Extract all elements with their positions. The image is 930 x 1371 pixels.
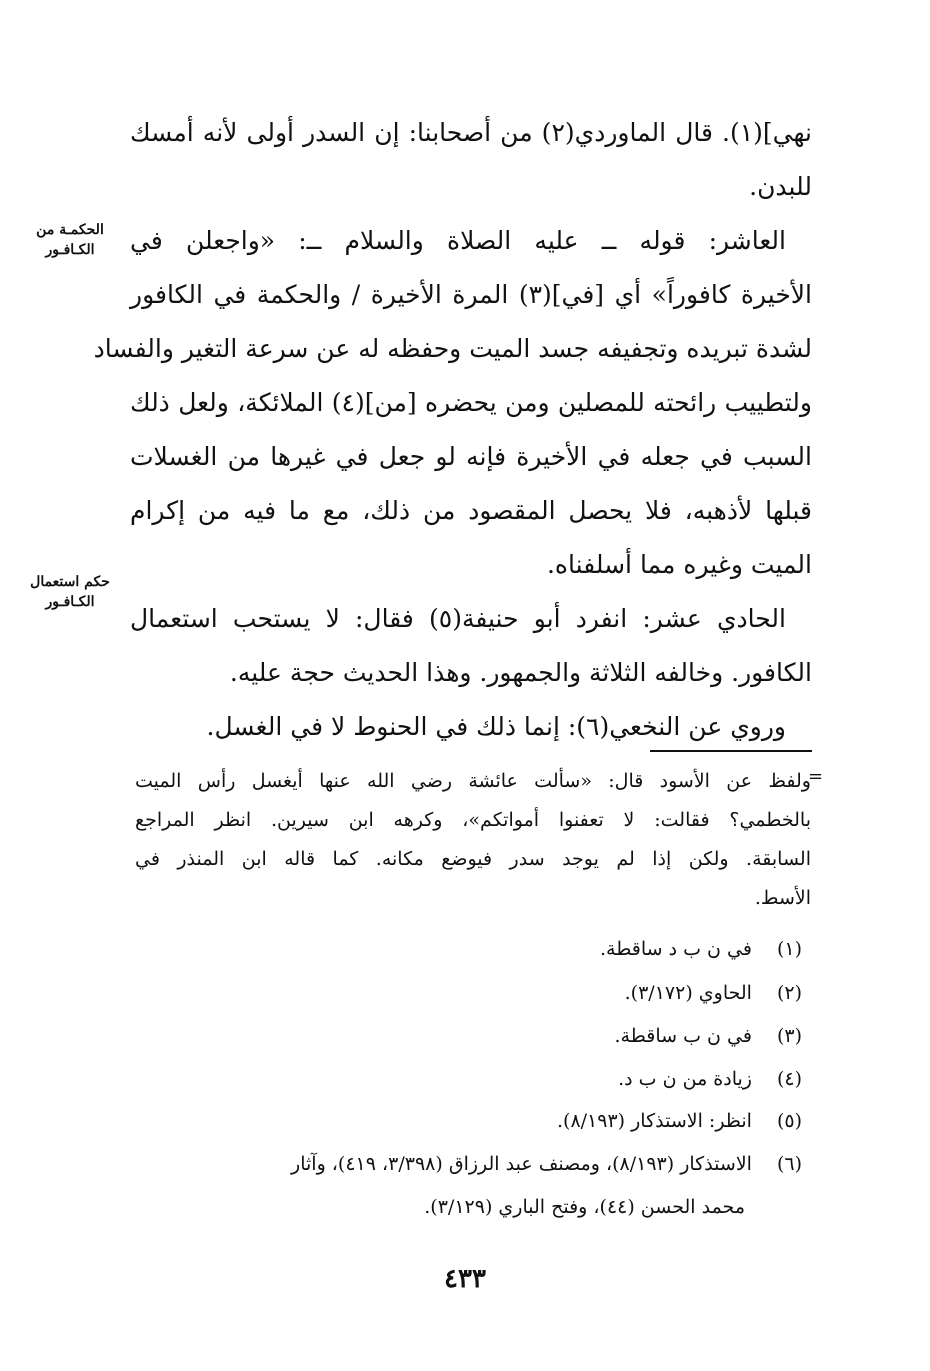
- text-line-eleventh: الحادي عشر: انفرد أبو حنيفة(٥) فقال: لا يستحب استعمال: [130, 604, 786, 633]
- footnote-text: الاستذكار (٨/١٩٣)، ومصنف عبد الرزاق (٣/٣٩٨، ٤١٩)، وآثار: [291, 1153, 752, 1175]
- footnote-number: (٦): [776, 1153, 802, 1175]
- text-line: الكافور. وخالفه الثلاثة والجمهور. وهذا الحديث حجة عليه.: [229, 658, 812, 687]
- footnote-text: في ن ب ساقطة.: [614, 1025, 752, 1047]
- margin-note-camphor-ruling: [20, 572, 120, 612]
- margin-note-line: الكـافـور: [45, 242, 95, 258]
- footnote-line: بالخطمي؟ فقالت: لا تعفنوا أمواتكم»، وكرهه ابن سيرين. انظر المراجع: [135, 809, 811, 831]
- page-number: ٤٣٣: [444, 1264, 486, 1294]
- footnote-1: [600, 938, 802, 960]
- footnote-2: [625, 982, 802, 1004]
- text-line: ولتطييب رائحته للمصلين ومن يحضره [من](٤) الملائكة، ولعل ذلك: [130, 388, 812, 417]
- margin-note-camphor-wisdom: [20, 220, 120, 260]
- text-line: الأخيرة كافوراً» أي [في](٣) المرة الأخيرة / والحكمة في الكافور: [130, 280, 812, 309]
- footnote-number: (١): [776, 938, 802, 960]
- text-line: وروي عن النخعي(٦): إنما ذلك في الحنوط لا في الغسل.: [206, 712, 786, 741]
- footnote-text: زيادة من ن ب د.: [618, 1068, 752, 1090]
- footnote-5: [557, 1110, 802, 1132]
- footnote-line: السابقة. ولكن إذا لم يوجد سدر فيوضع مكانه. كما قاله ابن المنذر في: [135, 848, 811, 870]
- footnote-number: (٥): [776, 1110, 802, 1132]
- text-line: نهي](١). قال الماوردي(٢) من أصحابنا: إن السدر أولى لأنه أمسك: [130, 118, 812, 147]
- footnote-6: [291, 1153, 802, 1175]
- footnote-text: الحاوي (٣/١٧٢).: [624, 982, 752, 1004]
- footnote-text: انظر: الاستذكار (٨/١٩٣).: [556, 1110, 752, 1132]
- text-line: الميت وغيره مما أسلفناه.: [546, 550, 812, 579]
- footnote-text: في ن ب د ساقطة.: [599, 938, 752, 960]
- footnote-3: [614, 1025, 802, 1047]
- margin-note-line: الحكمـة من: [36, 222, 104, 238]
- footnote-6-continuation: محمد الحسن (٤٤)، وفتح الباري (٣/١٢٩).: [424, 1196, 745, 1218]
- main-text-block: [93, 106, 812, 754]
- text-line: السبب في جعله في الأخيرة فإنه لو جعل في غيرها من الغسلات: [130, 442, 812, 471]
- footnote-number: (٢): [776, 982, 802, 1004]
- text-line-tenth: العاشر: قوله ــ عليه الصلاة والسلام ــ: «واجعلن في: [130, 226, 786, 255]
- footnote-separator: [650, 750, 812, 752]
- text-line: لشدة تبريده وتجفيفه جسد الميت وحفظه له عن سرعة التغير والفساد: [93, 334, 812, 363]
- footnote-continuation-mark: =: [808, 766, 824, 787]
- footnote-4: [618, 1068, 802, 1090]
- footnote-number: (٤): [776, 1068, 802, 1090]
- text-line: للبدن.: [749, 172, 812, 201]
- footnote-continuation: [135, 762, 811, 918]
- margin-note-line: الكـافـور: [45, 594, 95, 610]
- margin-note-line: حكم استعمال: [30, 574, 110, 590]
- footnote-line: ولفظ عن الأسود قال: «سألت عائشة رضي الله عنها أيغسل رأس الميت: [135, 770, 811, 792]
- text-line: قبلها لأذهبه، فلا يحصل المقصود من ذلك، مع ما فيه من إكرام: [130, 496, 812, 525]
- footnote-number: (٣): [776, 1025, 802, 1047]
- footnote-line: الأسط.: [754, 887, 811, 909]
